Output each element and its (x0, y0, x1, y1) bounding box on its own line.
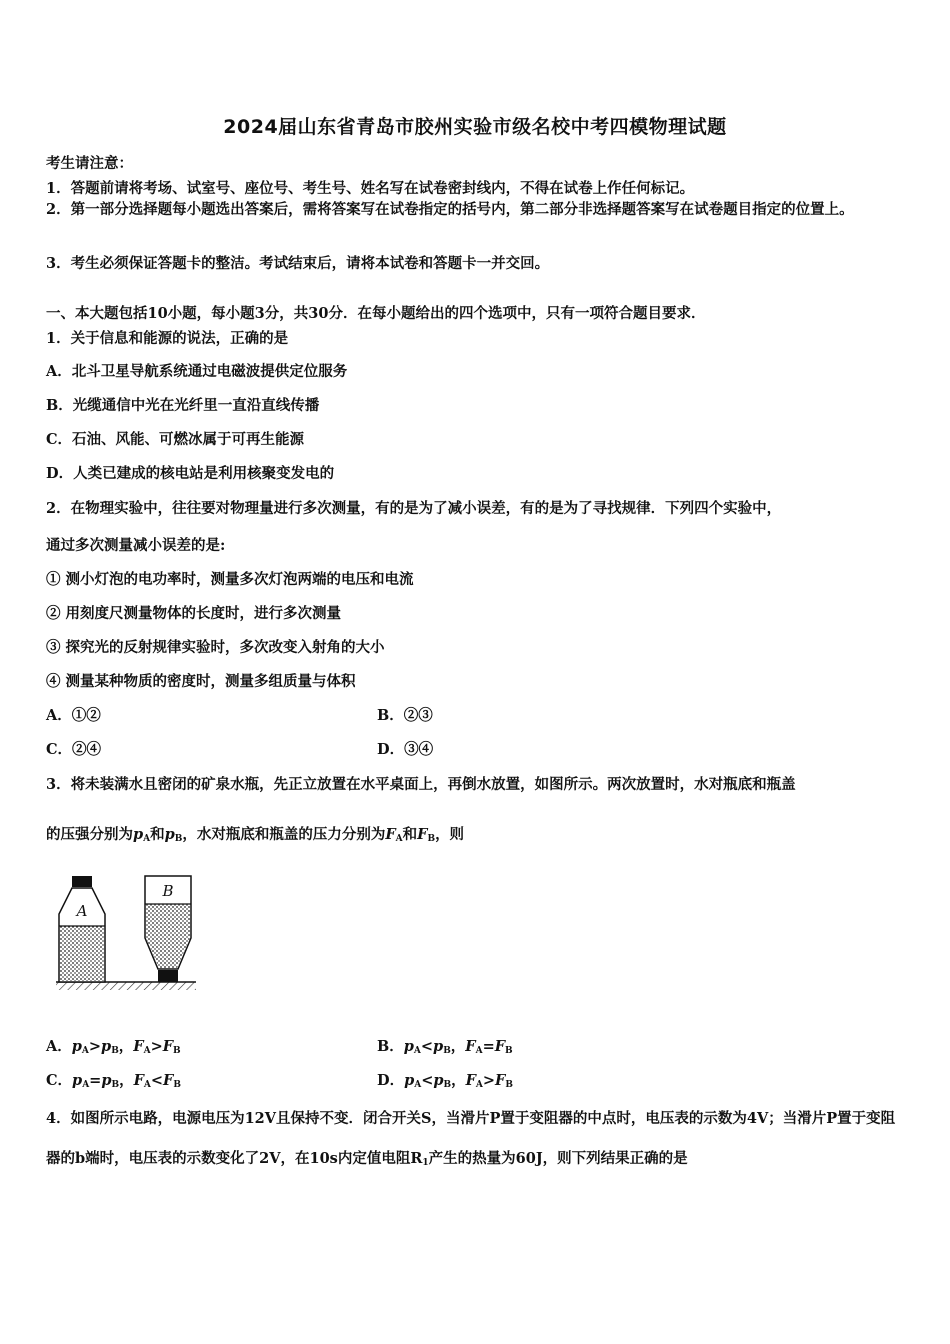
q1-stem: 1．关于信息和能源的说法，正确的是 (46, 330, 289, 347)
section-heading: 一、本大题包括10小题，每小题3分，共30分．在每小题给出的四个选项中，只有一项符合题目要求． (46, 305, 706, 322)
q3-sym: F (417, 826, 428, 843)
q3-stem-line1: 3．将未装满水且密闭的矿泉水瓶，先正立放置在水平桌面上，再倒水放置，如图所示。两次放置时，水对瓶底和瓶盖 (46, 776, 796, 793)
q2-stem-line2: 通过多次测量减小误差的是: (46, 537, 226, 554)
q3-sym: F (465, 1038, 476, 1055)
q3-option-a (46, 1035, 181, 1056)
q3-sub: B (427, 834, 436, 844)
q3-opt-letter: B． (377, 1038, 404, 1055)
q3-relation: < (420, 1038, 434, 1055)
q3-sym: F (495, 1072, 506, 1089)
q3-opt-letter: D． (377, 1072, 405, 1089)
q3-relation: = (89, 1072, 102, 1089)
q3-text: ，水对瓶底和瓶盖的压力分别为 (182, 826, 386, 843)
q3-sub: B (443, 1046, 451, 1056)
q3-text: 的压强分别为 (46, 826, 133, 843)
q3-sym: F (133, 1038, 144, 1055)
q2-option-b: B．②③ (377, 707, 433, 724)
q1-option-d: D．人类已建成的核电站是利用核聚变发电的 (46, 465, 335, 482)
q2-item-4: ④ 测量某种物质的密度时，测量多组质量与体积 (46, 673, 356, 690)
q2-item-3: ③ 探究光的反射规律实验时，多次改变入射角的大小 (46, 639, 385, 656)
q3-sub: B (111, 1080, 120, 1090)
q3-stem-line2 (46, 823, 464, 844)
q1-option-b: B．光缆通信中光在光纤里一直沿直线传播 (46, 397, 320, 414)
q2-option-d: D．③④ (377, 741, 434, 758)
q4-stem (46, 1099, 908, 1183)
q3-sub: B (174, 834, 183, 844)
q3-sym: F (163, 1072, 174, 1089)
q3-comma: ， (450, 1038, 466, 1055)
q3-relation: > (482, 1072, 496, 1089)
q3-relation: > (150, 1038, 163, 1055)
q3-sub: A (143, 1080, 151, 1090)
q3-sub: A (413, 1046, 421, 1056)
q2-stem-line1: 2．在物理实验中，往往要对物理量进行多次测量，有的是为了减小误差，有的是为了寻找规律．下列四个实验中， (46, 500, 782, 517)
q1-option-a: A．北斗卫星导航系统通过电磁波提供定位服务 (46, 363, 348, 380)
q3-sym: F (133, 1072, 144, 1089)
q3-sub: B (173, 1080, 181, 1090)
q3-sym: p (133, 826, 144, 843)
q3-relation: = (482, 1038, 495, 1055)
q3-text: 和 (402, 826, 418, 843)
q3-comma: ， (119, 1072, 134, 1089)
notice-heading: 考生请注意： (46, 155, 133, 172)
q3-sym: F (162, 1038, 174, 1055)
q3-sym: p (71, 1038, 82, 1055)
q3-sym: p (101, 1038, 112, 1055)
bottle-a (59, 876, 105, 982)
q4-stem-text: 4．如图所示电路，电源电压为12V且保持不变．闭合开关S，当滑片P置于变阻器的中点时，电压表的示数为4V；当滑片P置于变阻器的b端时，电压表的示数变化了2V，在10s内定值电阻R (46, 1110, 896, 1167)
q2-option-a: A．①② (46, 707, 101, 724)
q3-sym: p (433, 1072, 444, 1089)
q3-option-c (46, 1069, 181, 1090)
q3-sub: A (475, 1046, 483, 1056)
notice-item-2: 2．第一部分选择题每小题选出答案后，需将答案写在试卷指定的括号内，第二部分非选择题答案写在试卷题目指定的位置上。 (46, 201, 854, 218)
q3-sub: B (443, 1080, 452, 1090)
q3-option-d (377, 1069, 513, 1090)
bottle-a-label: A (76, 902, 88, 920)
q3-sym: F (385, 826, 396, 843)
notice-item-3: 3．考生必须保证答题卡的整洁。考试结束后，请将本试卷和答题卡一并交回。 (46, 255, 550, 272)
q3-sym: p (164, 826, 175, 843)
q3-comma: ， (451, 1072, 466, 1089)
q3-option-b (377, 1035, 513, 1056)
notice-item-1: 1．答题前请将考场、试室号、座位号、考生号、姓名写在试卷密封线内，不得在试卷上作任何标记。 (46, 180, 695, 197)
q4-sub: 1 (422, 1158, 429, 1168)
q3-sym: p (433, 1038, 444, 1055)
q3-sym: p (72, 1072, 83, 1089)
q3-relation: < (421, 1072, 434, 1089)
bottle-b-label: B (162, 882, 174, 900)
q2-item-2: ② 用刻度尺测量物体的长度时，进行多次测量 (46, 605, 342, 622)
q3-sym: F (494, 1038, 506, 1055)
q1-option-c: C．石油、风能、可燃冰属于可再生能源 (46, 431, 305, 448)
q3-sym: F (465, 1072, 476, 1089)
q3-relation: > (88, 1038, 102, 1055)
q3-text: ，则 (435, 826, 465, 843)
q3-text: 和 (150, 826, 165, 843)
q3-comma: ， (118, 1038, 134, 1055)
q3-sub: A (81, 1046, 89, 1056)
q3-sub: A (143, 834, 151, 844)
q2-option-c: C．②④ (46, 741, 102, 758)
q3-sub: A (82, 1080, 90, 1090)
q4-stem-tail: 产生的热量为60J，则下列结果正确的是 (428, 1150, 688, 1167)
q3-sub: A (395, 834, 403, 844)
table-surface (56, 982, 196, 990)
bottles-figure (56, 874, 196, 994)
q3-sub: B (505, 1080, 513, 1090)
q3-sub: A (414, 1080, 422, 1090)
q3-opt-letter: C． (46, 1072, 73, 1089)
q3-sym: p (101, 1072, 112, 1089)
q3-sub: A (475, 1080, 483, 1090)
q3-sub: B (111, 1046, 119, 1056)
q3-sym: p (403, 1038, 414, 1055)
q3-sub: A (143, 1046, 151, 1056)
q3-sym: p (404, 1072, 415, 1089)
q3-sub: B (505, 1046, 513, 1056)
q3-opt-letter: A． (46, 1038, 72, 1055)
q3-sub: B (173, 1046, 181, 1056)
page-title: 2024届山东省青岛市胶州实验市级名校中考四模物理试题 (223, 116, 727, 138)
q3-relation: < (150, 1072, 164, 1089)
q2-item-1: ① 测小灯泡的电功率时，测量多次灯泡两端的电压和电流 (46, 571, 414, 588)
